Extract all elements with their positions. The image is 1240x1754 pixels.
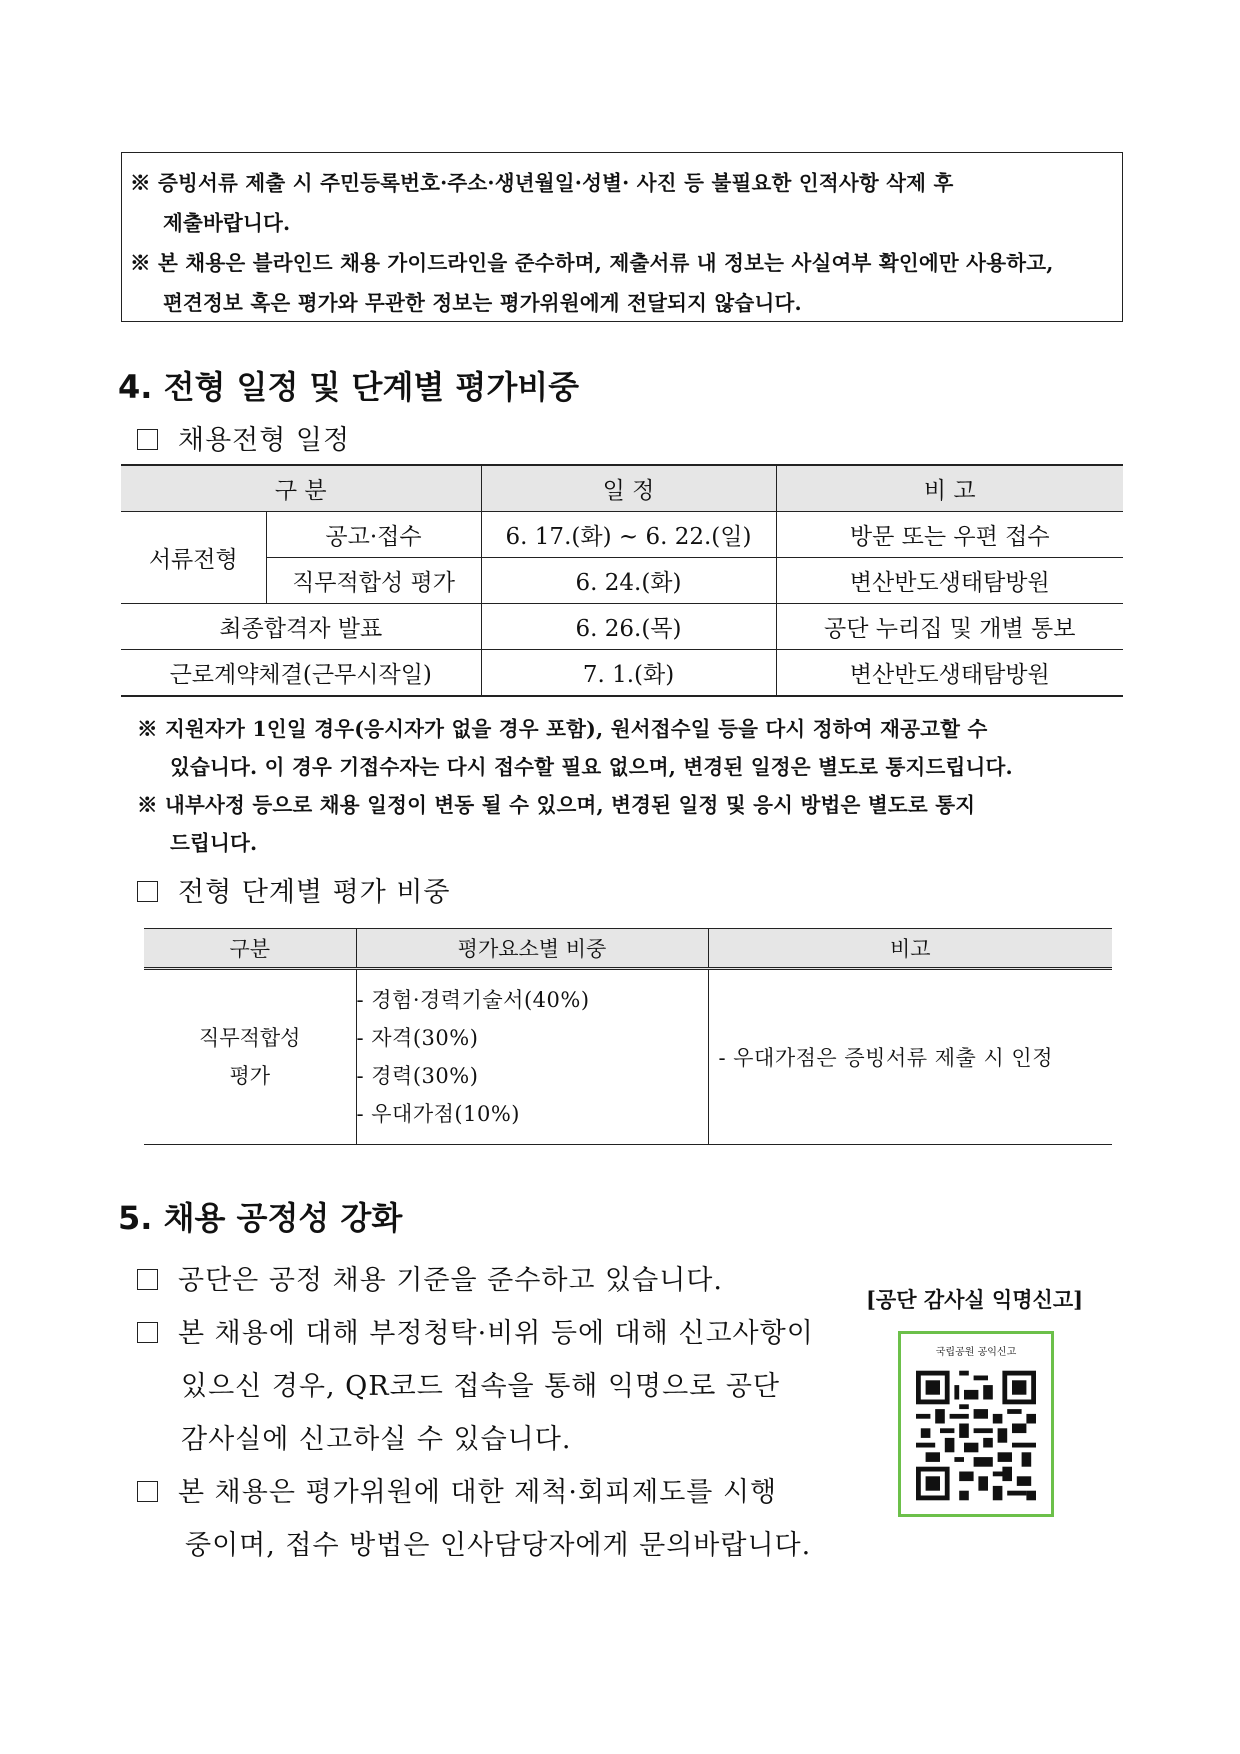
qr-code-icon[interactable]	[916, 1369, 1036, 1502]
weight-stage-line: 직무적합성	[199, 1026, 301, 1050]
weight-stage	[144, 969, 356, 1145]
schedule-header-note: 비 고	[776, 465, 1123, 512]
notice-line: 편견정보 혹은 평가와 무관한 정보는 평가위원에게 전달되지 않습니다.	[163, 291, 802, 315]
qr-caption: [공단 감사실 익명신고]	[866, 1287, 1084, 1312]
bullet-text: 감사실에 신고하실 수 있습니다.	[181, 1424, 572, 1455]
schedule-note: 변산반도생태탐방원	[776, 650, 1123, 697]
schedule-date: 6. 24.(화)	[481, 558, 776, 604]
checkbox-icon	[137, 881, 158, 902]
schedule-table	[121, 464, 1123, 697]
bullet-text: 중이며, 접수 방법은 인사담당자에게 문의바랍니다.	[185, 1530, 812, 1561]
table-row	[121, 604, 1123, 650]
section5-title: 5. 채용 공정성 강화	[118, 1199, 403, 1237]
schedule-sub-label: 공고·접수	[266, 512, 481, 558]
notice-line: 제출바랍니다.	[163, 211, 291, 235]
list-item	[137, 1466, 814, 1519]
schedule-label: 근로계약체결(근무시작일)	[121, 650, 481, 697]
list-item: - 우대가점(10%)	[356, 1102, 520, 1126]
schedule-heading	[137, 418, 350, 457]
weight-header-weights: 평가요소별 비중	[356, 929, 708, 969]
schedule-date: 6. 17.(화) ~ 6. 22.(일)	[481, 512, 776, 558]
notice-line: ※ 증빙서류 제출 시 주민등록번호·주소·생년월일·성별· 사진 등 불필요한 인적사항 삭제 후	[130, 171, 954, 195]
schedule-note: 변산반도생태탐방원	[776, 558, 1123, 604]
bullet-text: 본 채용에 대해 부정청탁·비위 등에 대해 신고사항이	[178, 1318, 814, 1349]
notice-box	[121, 152, 1123, 322]
bullet-text: 본 채용은 평가위원에 대한 제척·회피제도를 시행	[178, 1477, 778, 1508]
list-item: - 경험·경력기술서(40%)	[356, 988, 590, 1012]
weight-items	[356, 969, 708, 1145]
checkbox-icon	[137, 429, 158, 450]
bullet-text: 있으신 경우, QR코드 접속을 통해 익명으로 공단	[181, 1371, 781, 1402]
schedule-group-label: 서류전형	[121, 512, 266, 604]
notice-line: ※ 본 채용은 블라인드 채용 가이드라인을 준수하며, 제출서류 내 정보는 사실여부 확인에만 사용하고,	[130, 251, 1054, 275]
weight-heading-text: 전형 단계별 평가 비중	[178, 877, 451, 908]
weight-header-note: 비고	[708, 929, 1112, 969]
schedule-note-line: ※ 내부사정 등으로 채용 일정이 변동 될 수 있으며, 변경된 일정 및 응시 방법은 별도로 통지	[137, 793, 976, 817]
table-row	[144, 969, 1112, 1145]
table-row	[121, 650, 1123, 697]
schedule-date: 6. 26.(목)	[481, 604, 776, 650]
section5-body	[137, 1254, 814, 1572]
bullet-text: 공단은 공정 채용 기준을 준수하고 있습니다.	[178, 1265, 723, 1296]
schedule-note-line: 있습니다. 이 경우 기접수자는 다시 접수할 필요 없으며, 변경된 일정은 별도로 통지드립니다.	[170, 755, 1013, 779]
checkbox-icon	[137, 1481, 158, 1502]
weight-heading	[137, 870, 451, 909]
schedule-note: 공단 누리집 및 개별 통보	[776, 604, 1123, 650]
list-item	[137, 1307, 814, 1360]
qr-title: 국립공원 공익신고	[935, 1347, 1017, 1358]
weight-header-category: 구분	[144, 929, 356, 969]
table-row	[121, 512, 1123, 558]
list-item	[137, 1254, 814, 1307]
schedule-sub-label: 직무적합성 평가	[266, 558, 481, 604]
checkbox-icon	[137, 1269, 158, 1290]
schedule-date: 7. 1.(화)	[481, 650, 776, 697]
schedule-heading-text: 채용전형 일정	[178, 425, 351, 456]
schedule-note: 방문 또는 우편 접수	[776, 512, 1123, 558]
schedule-label: 최종합격자 발표	[121, 604, 481, 650]
qr-code-card[interactable]	[898, 1331, 1054, 1517]
weight-note: - 우대가점은 증빙서류 제출 시 인정	[708, 969, 1112, 1145]
schedule-note-line: ※ 지원자가 1인일 경우(응시자가 없을 경우 포함), 원서접수일 등을 다시 정하여 재공고할 수	[137, 717, 988, 741]
schedule-header-date: 일 정	[481, 465, 776, 512]
schedule-note-line: 드립니다.	[170, 831, 258, 855]
table-row	[121, 558, 1123, 604]
checkbox-icon	[137, 1322, 158, 1343]
schedule-notes	[137, 710, 1013, 862]
section4-title: 4. 전형 일정 및 단계별 평가비중	[118, 368, 580, 406]
list-item: - 자격(30%)	[356, 1026, 479, 1050]
list-item: - 경력(30%)	[356, 1064, 479, 1088]
schedule-header-category: 구 분	[121, 465, 481, 512]
weight-stage-line: 평가	[229, 1064, 271, 1088]
weight-table	[144, 928, 1112, 1145]
